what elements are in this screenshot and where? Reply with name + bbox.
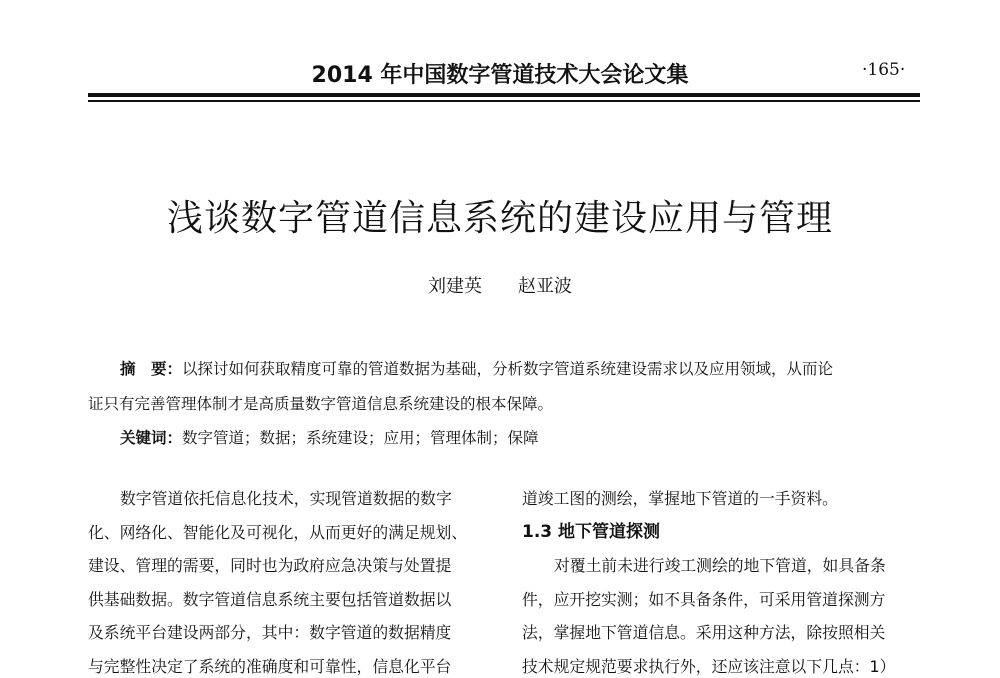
abstract-text: 以探讨如何获取精度可靠的管道数据为基础，分析数字管道系统建设需求以及应用领域，从而论 bbox=[182, 360, 834, 378]
abstract-label: 摘 要： bbox=[120, 360, 183, 378]
page-number: ·165· bbox=[862, 60, 906, 80]
paper-title: 浅谈数字管道信息系统的建设应用与管理 bbox=[166, 198, 833, 239]
header-rule-thin bbox=[88, 100, 920, 102]
authors bbox=[0, 272, 1000, 298]
keywords-label: 关键词： bbox=[120, 429, 183, 447]
right-column bbox=[522, 482, 922, 678]
body-line: 及系统平台建设两部分，其中：数字管道的数据精度 bbox=[88, 623, 452, 642]
author: 赵亚波 bbox=[518, 276, 572, 297]
section-heading: 1.3 地下管道探测 bbox=[522, 521, 661, 542]
body-line: 件，应开挖实测；如不具备条件，可采用管道探测方 bbox=[522, 589, 886, 609]
body-line: 建设、管理的需要，同时也为政府应急决策与处置提 bbox=[88, 556, 452, 575]
abstract-line bbox=[120, 357, 833, 379]
left-column bbox=[88, 482, 488, 678]
body-line: 化、网络化、智能化及可视化，从而更好的满足规划、 bbox=[88, 522, 468, 542]
body-line: 法，掌握地下管道信息。采用这种方法，除按照相关 bbox=[522, 623, 886, 642]
body-line: 对覆土前未进行竣工测绘的地下管道，如具备条 bbox=[554, 556, 886, 575]
abstract-line: 证只有完善管理体制才是高质量数字管道信息系统建设的根本保障。 bbox=[88, 395, 554, 413]
body-line: 数字管道依托信息化技术，实现管道数据的数字 bbox=[120, 489, 452, 508]
author: 刘建英 bbox=[428, 276, 482, 297]
header-rule-thick bbox=[88, 93, 920, 97]
keywords-text: 数字管道；数据；系统建设；应用；管理体制；保障 bbox=[182, 429, 539, 447]
keywords-line bbox=[120, 426, 539, 448]
running-header: 2014 年中国数字管道技术大会论文集 bbox=[311, 63, 689, 88]
body-line: 道竣工图的测绘，掌握地下管道的一手资料。 bbox=[522, 489, 838, 508]
body-line: 与完整性决定了系统的准确度和可靠性，信息化平台 bbox=[88, 656, 452, 676]
body-line: 技术规定规范要求执行外，还应该注意以下几点：1） bbox=[522, 656, 896, 676]
body-line: 供基础数据。数字管道信息系统主要包括管道数据以 bbox=[88, 589, 452, 609]
